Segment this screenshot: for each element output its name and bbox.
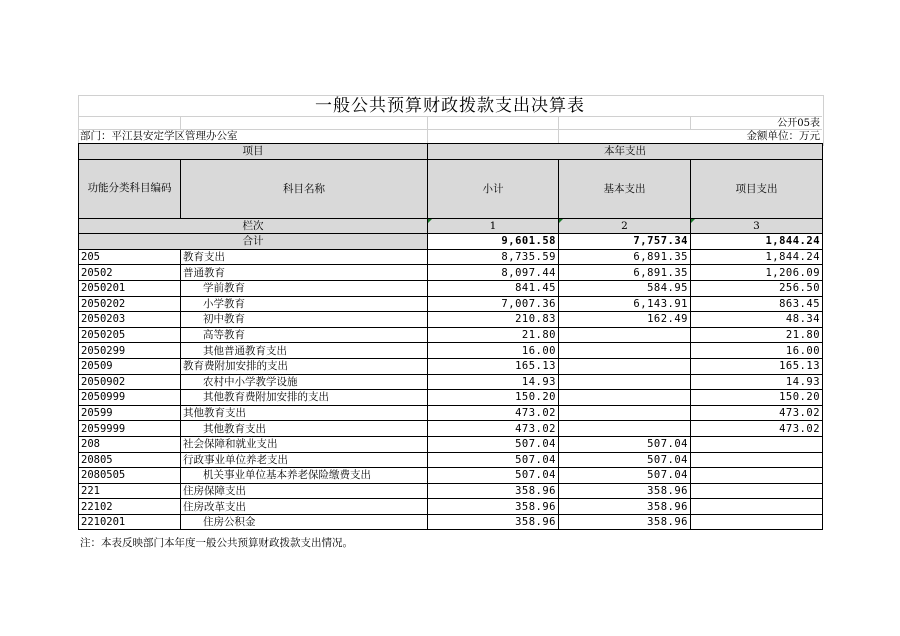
- row-project: 1,206.09: [691, 265, 823, 281]
- row-project: 863.45: [691, 296, 823, 312]
- total-subtotal: 9,601.58: [428, 234, 559, 250]
- row-code: 2050202: [79, 296, 181, 312]
- unit-label: 金额单位：万元: [746, 130, 820, 142]
- row-code: 2050203: [79, 312, 181, 328]
- row-basic: 358.96: [559, 514, 691, 530]
- row-code: 2050902: [79, 374, 181, 390]
- row-project: 14.93: [691, 374, 823, 390]
- table-row: [79, 296, 823, 312]
- table-row: [79, 249, 823, 265]
- row-code: 2210201: [79, 514, 181, 530]
- row-project: [691, 468, 823, 484]
- row-basic: 507.04: [559, 468, 691, 484]
- row-subtotal: 165.13: [428, 358, 559, 374]
- table-row: [79, 327, 823, 343]
- table-row: [79, 421, 823, 437]
- row-name: 住房保障支出: [181, 483, 428, 499]
- gridline: [690, 116, 691, 130]
- row-basic: [559, 405, 691, 421]
- row-subtotal: 8,097.44: [428, 265, 559, 281]
- row-project: 1,844.24: [691, 249, 823, 265]
- row-project: [691, 452, 823, 468]
- column-index-1: 1: [428, 218, 559, 234]
- row-subtotal: 507.04: [428, 468, 559, 484]
- row-project: [691, 514, 823, 530]
- header-item: 项目: [79, 144, 428, 160]
- gridline: [558, 116, 559, 144]
- header-project: 项目支出: [691, 159, 823, 218]
- row-basic: [559, 374, 691, 390]
- table-row: [79, 358, 823, 374]
- row-name: 其他教育支出: [181, 405, 428, 421]
- row-name: 教育支出: [181, 249, 428, 265]
- row-basic: 162.49: [559, 312, 691, 328]
- row-code: 2050999: [79, 390, 181, 406]
- gridline: [180, 116, 181, 130]
- gridline: [78, 116, 822, 117]
- row-subtotal: 8,735.59: [428, 249, 559, 265]
- table-row: [79, 436, 823, 452]
- row-name: 其他教育支出: [181, 421, 428, 437]
- row-basic: 6,891.35: [559, 265, 691, 281]
- row-code: 20805: [79, 452, 181, 468]
- total-basic: 7,757.34: [559, 234, 691, 250]
- header-basic: 基本支出: [559, 159, 691, 218]
- row-code: 22102: [79, 499, 181, 515]
- row-basic: 358.96: [559, 483, 691, 499]
- row-basic: [559, 358, 691, 374]
- row-code: 2059999: [79, 421, 181, 437]
- row-basic: [559, 421, 691, 437]
- row-basic: [559, 343, 691, 359]
- row-name: 行政事业单位养老支出: [181, 452, 428, 468]
- row-code: 221: [79, 483, 181, 499]
- table-row: [79, 343, 823, 359]
- row-name: 小学教育: [181, 296, 428, 312]
- table-row: [79, 390, 823, 406]
- row-project: 473.02: [691, 405, 823, 421]
- column-index-row: [79, 218, 823, 234]
- table-row: [79, 499, 823, 515]
- row-name: 教育费附加安排的支出: [181, 358, 428, 374]
- row-basic: [559, 327, 691, 343]
- table-row: [79, 514, 823, 530]
- table-row: [79, 452, 823, 468]
- table-row: [79, 483, 823, 499]
- row-subtotal: 473.02: [428, 421, 559, 437]
- row-name: 高等教育: [181, 327, 428, 343]
- row-name: 机关事业单位基本养老保险缴费支出: [181, 468, 428, 484]
- row-name: 住房公积金: [181, 514, 428, 530]
- header-name: 科目名称: [181, 159, 428, 218]
- table-row: [79, 312, 823, 328]
- row-name: 住房改革支出: [181, 499, 428, 515]
- row-basic: 584.95: [559, 280, 691, 296]
- row-project: [691, 499, 823, 515]
- row-code: 2080505: [79, 468, 181, 484]
- row-project: 150.20: [691, 390, 823, 406]
- table-row: [79, 405, 823, 421]
- row-project: 256.50: [691, 280, 823, 296]
- row-project: 16.00: [691, 343, 823, 359]
- row-subtotal: 358.96: [428, 483, 559, 499]
- row-project: 21.80: [691, 327, 823, 343]
- row-basic: 507.04: [559, 452, 691, 468]
- row-subtotal: 7,007.36: [428, 296, 559, 312]
- row-project: 48.34: [691, 312, 823, 328]
- table-row: [79, 280, 823, 296]
- row-basic: 6,143.91: [559, 296, 691, 312]
- row-code: 20509: [79, 358, 181, 374]
- header-subtotal: 小计: [428, 159, 559, 218]
- cell-marker: [559, 219, 563, 223]
- row-project: [691, 436, 823, 452]
- cell-marker: [428, 219, 432, 223]
- column-index-2: 2: [559, 218, 691, 234]
- table-row: [79, 265, 823, 281]
- row-basic: 507.04: [559, 436, 691, 452]
- header-row-1: [79, 144, 823, 160]
- row-code: 20502: [79, 265, 181, 281]
- total-label: 合计: [79, 234, 428, 250]
- row-code: 20599: [79, 405, 181, 421]
- row-code: 2050205: [79, 327, 181, 343]
- row-subtotal: 507.04: [428, 436, 559, 452]
- row-subtotal: 358.96: [428, 499, 559, 515]
- row-basic: 358.96: [559, 499, 691, 515]
- row-name: 社会保障和就业支出: [181, 436, 428, 452]
- row-name: 普通教育: [181, 265, 428, 281]
- row-code: 208: [79, 436, 181, 452]
- row-code: 205: [79, 249, 181, 265]
- column-index-3: 3: [691, 218, 823, 234]
- column-index-label: 栏次: [79, 218, 428, 234]
- row-subtotal: 21.80: [428, 327, 559, 343]
- row-name: 初中教育: [181, 312, 428, 328]
- row-name: 学前教育: [181, 280, 428, 296]
- table-row: [79, 468, 823, 484]
- total-row: [79, 234, 823, 250]
- row-name: 其他普通教育支出: [181, 343, 428, 359]
- cell-marker: [691, 219, 695, 223]
- row-project: [691, 483, 823, 499]
- report-title: 一般公共预算财政拨款支出决算表: [315, 96, 585, 116]
- total-project: 1,844.24: [691, 234, 823, 250]
- row-code: 2050299: [79, 343, 181, 359]
- row-subtotal: 358.96: [428, 514, 559, 530]
- row-project: 165.13: [691, 358, 823, 374]
- department-label: 部门：平江县安定学区管理办公室: [80, 130, 238, 142]
- row-subtotal: 507.04: [428, 452, 559, 468]
- row-subtotal: 473.02: [428, 405, 559, 421]
- row-basic: [559, 390, 691, 406]
- row-name: 农村中小学教学设施: [181, 374, 428, 390]
- row-subtotal: 16.00: [428, 343, 559, 359]
- footnote: 注：本表反映部门本年度一般公共预算财政拨款支出情况。: [80, 537, 353, 549]
- row-name: 其他教育费附加安排的支出: [181, 390, 428, 406]
- row-subtotal: 14.93: [428, 374, 559, 390]
- row-subtotal: 150.20: [428, 390, 559, 406]
- row-project: 473.02: [691, 421, 823, 437]
- header-code: 功能分类科目编码: [79, 159, 181, 218]
- header-current-year: 本年支出: [428, 144, 823, 160]
- table-row: [79, 374, 823, 390]
- expenditure-table: [78, 143, 823, 530]
- gridline: [427, 116, 428, 144]
- row-basic: 6,891.35: [559, 249, 691, 265]
- row-subtotal: 210.83: [428, 312, 559, 328]
- header-row-2: [79, 159, 823, 218]
- row-code: 2050201: [79, 280, 181, 296]
- form-number: 公开05表: [777, 118, 820, 129]
- row-subtotal: 841.45: [428, 280, 559, 296]
